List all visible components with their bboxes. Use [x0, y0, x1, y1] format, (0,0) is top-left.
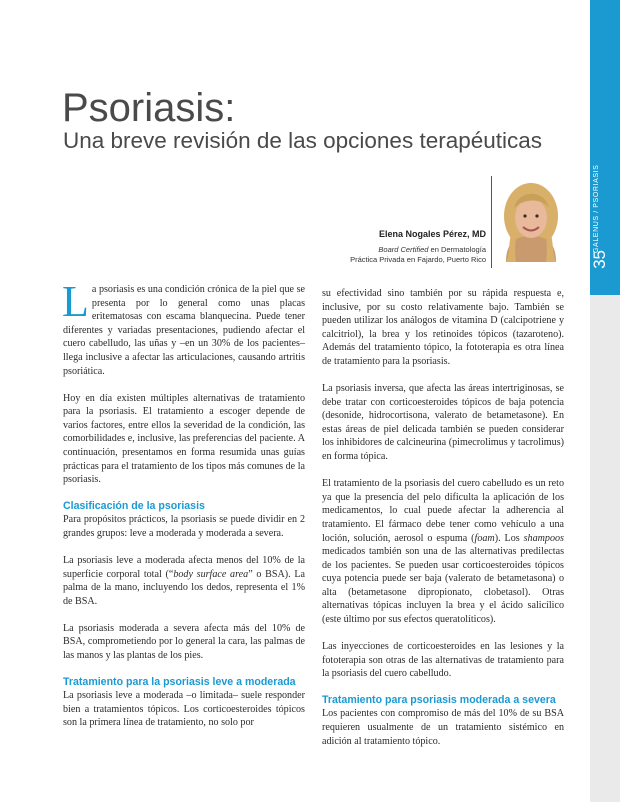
author-certification: Board Certified — [378, 245, 429, 254]
right-column — [322, 287, 564, 762]
paragraph: La psoriasis inversa, que afecta las áreas intertriginosas, se debe tratar con corticoesteroides tópicos de baja potencia (desonide, hidrocortisona, valerato de betametasone). En estas áreas de piel delicada también se pueden considerar los inhibidores de calcineurina (pimecrolimus y tacrolimus) en forma tópica. — [322, 383, 564, 463]
section-label: GALENUS / PSORIASIS — [593, 164, 600, 253]
italic-term: shampoos — [523, 532, 564, 544]
paragraph: Para propósitos prácticos, la psoriasis se puede dividir en 2 grandes grupos: leve a moderada y moderada a severa. — [63, 514, 305, 539]
text-span: La psoriasis leve a moderada afecta menos del 10% de la superficie corporal total (“ — [63, 555, 305, 580]
drop-cap: L — [62, 277, 89, 326]
left-column — [62, 277, 305, 743]
text-span: ” o BSA). La palma de la mano, incluyendo los dedos, representa el 1% de BSA. — [63, 568, 305, 607]
article-subtitle: Una breve revisión de las opciones terapéuticas — [63, 128, 543, 153]
paragraph: Los pacientes con compromiso de más del 10% de su BSA requieren usualmente de un tratamiento sistémico en adición al tratamiento tópico. — [322, 708, 564, 747]
section-heading: Tratamiento para psoriasis moderada a severa — [322, 694, 556, 707]
author-credentials — [300, 245, 486, 265]
paragraph — [322, 477, 564, 627]
paragraph: La psoriasis leve a moderada –o limitada– suele responder bien a tratamientos tópicos. Los corticoesteroides tópicos son la primera línea de tratamiento, no solo por — [63, 690, 305, 729]
page-number: 35 — [590, 250, 609, 269]
intro-paragraph — [62, 277, 305, 378]
section-heading: Tratamiento para la psoriasis leve a moderada — [63, 676, 296, 689]
italic-term: foam — [474, 532, 495, 544]
paragraph — [63, 554, 305, 608]
author-specialty: en Dermatología — [428, 245, 486, 254]
text-span: ). Los — [494, 532, 524, 544]
article-title: Psoriasis: — [62, 86, 236, 130]
italic-term: body surface area — [173, 568, 249, 580]
author-practice: Práctica Privada en Fajardo, Puerto Rico — [350, 255, 486, 264]
paragraph: Hoy en día existen múltiples alternativas de tratamiento para la psoriasis. El tratamiento a escoger depende de varios factores, entre ellos la severidad de la condición, las comorbilidades e, inclusive, las preferencias del paciente. A continuación, presentamos en forma resumida unas guías prácticas para el tratamiento de los tipos más comunes de la psoriasis. — [63, 392, 305, 486]
paragraph: Las inyecciones de corticoesteroides en las lesiones y la fototerapia son otras de las alternativas de tratamiento para la psoriasis del cuero cabelludo. — [322, 641, 564, 680]
intro-text: a psoriasis es una condición crónica de la piel que se presenta por lo general como unas placas eritematosas con escama blanquecina. Puede tener diferentes y variadas presentaciones, pudiendo afectar el cuero cabelludo, las uñas y –en un 30% de los pacientes– llega inclusive a afectar las articulaciones, causando artritis psoriática. — [63, 284, 305, 377]
paragraph: La psoriasis moderada a severa afecta más del 10% de BSA, comprometiendo por lo general la cara, las palmas de las manos y las plantas de los pies. — [63, 622, 305, 662]
author-divider — [491, 176, 492, 268]
section-heading: Clasificación de la psoriasis — [63, 500, 205, 513]
text-span: El tratamiento de la psoriasis del cuero cabelludo es un reto ya que la presencia del pelo dificulta la aplicación de los medicamentos, lo cual puede afectar la adherencia al tratamiento. El fármaco debe tener como vehículo a una loción, solución, aerosol o espuma ( — [322, 478, 564, 544]
text-span: medicados también son una de las alternativas predilectas de los pacientes. Se pueden usar corticoesteroides tópicos cuya potencia puede ser baja (valerato de betametasona) o alta (betametasone dipropionato, clobetasol). Otras alternativas tópicas incluyen la brea y el ácido salicílico (este último por sus efectos queratolíticos). — [322, 546, 564, 626]
author-portrait-icon — [494, 174, 569, 262]
paragraph: su efectividad sino también por su rápida respuesta e, inclusive, por su costo relativamente bajo. También se pueden utilizar los análogos de vitamina D (calcipotriene y calcitriol), la brea y los retinoides tópicos (tazaroteno). Además del tratamiento tópico, la fototerapia es otra línea de tratamiento para la psoriasis. — [322, 288, 564, 367]
author-name: Elena Nogales Pérez, MD — [378, 229, 486, 239]
